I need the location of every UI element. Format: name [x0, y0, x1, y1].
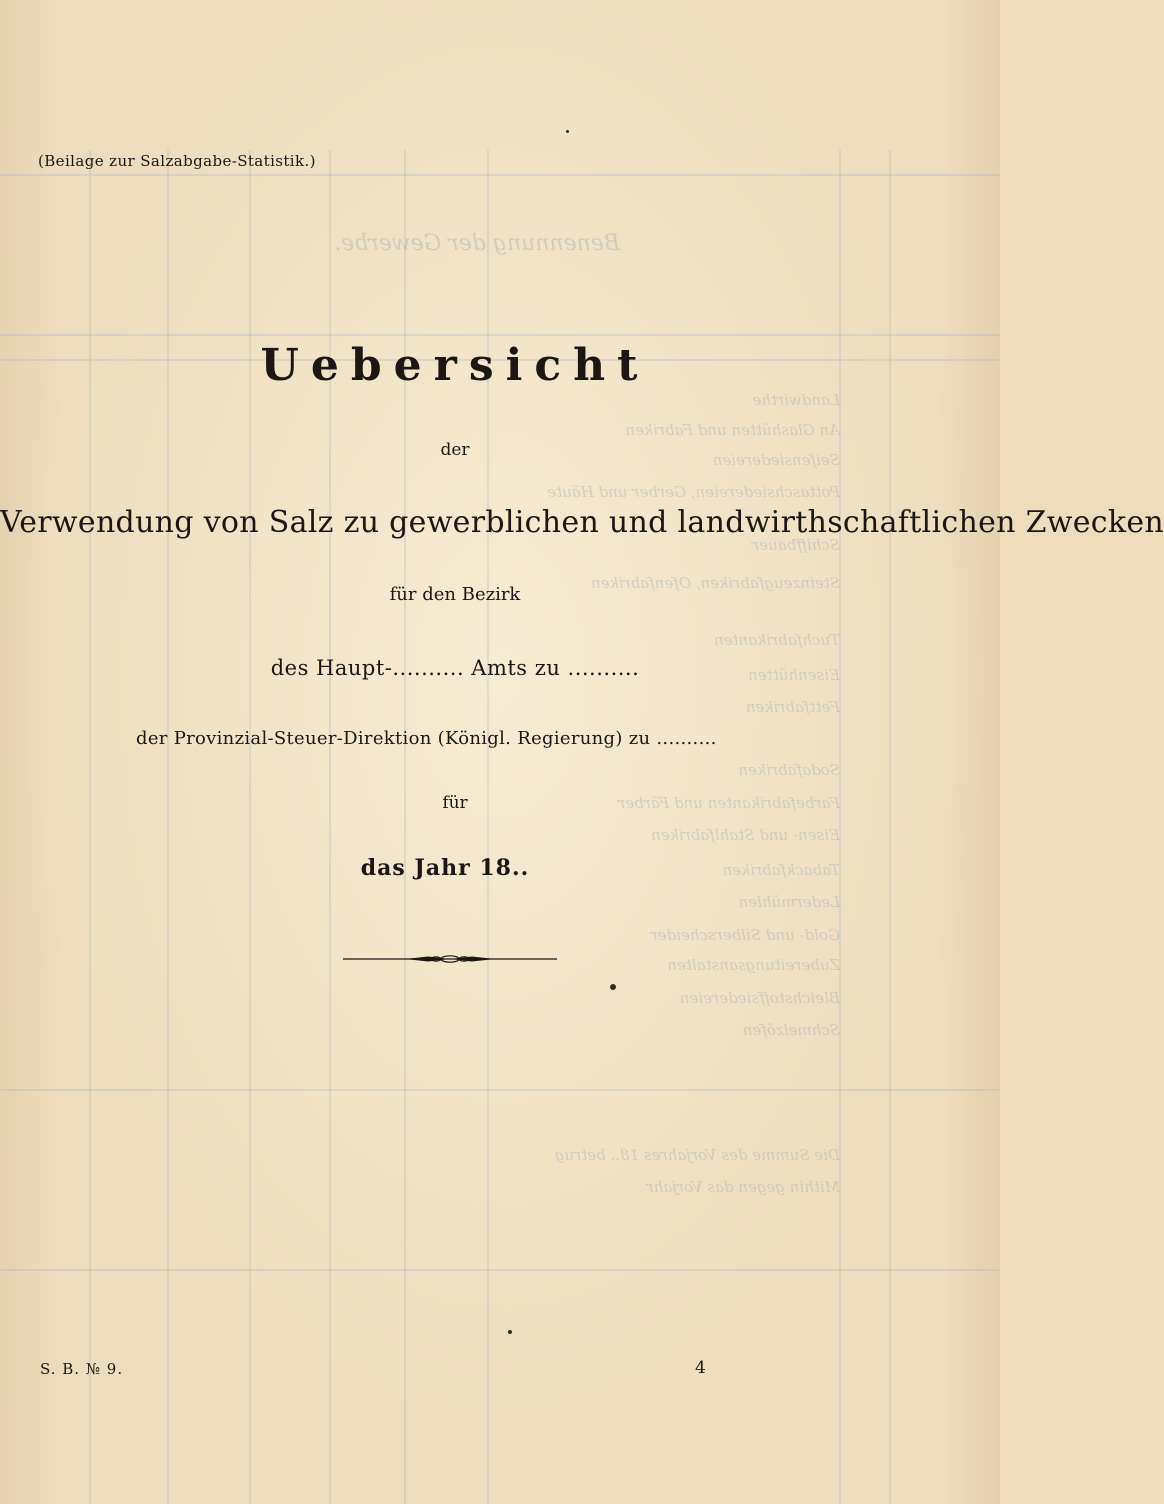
- svg-text:Fettfabriken: Fettfabriken: [745, 698, 840, 716]
- svg-text:Gold- und Silberscheider: Gold- und Silberscheider: [650, 926, 840, 944]
- svg-text:Farbefabrikanten und Färber: Farbefabrikanten und Färber: [618, 794, 840, 812]
- svg-text:Die Summe des Vorjahres 18.. b: Die Summe des Vorjahres 18.. betrug: [554, 1146, 840, 1164]
- bezirk-line: für den Bezirk: [389, 584, 521, 605]
- ink-speck: [610, 984, 616, 990]
- svg-text:Tuchfabrikanten: Tuchfabrikanten: [713, 631, 840, 649]
- fuer-line: für: [442, 793, 468, 813]
- supplement-note: (Beilage zur Salzabgabe-Statistik.): [38, 152, 316, 170]
- svg-text:Steinzeugfabriken, Ofenfabrike: Steinzeugfabriken, Ofenfabriken: [591, 574, 840, 592]
- svg-text:Schmelzöfen: Schmelzöfen: [742, 1021, 840, 1039]
- ink-speck: [566, 130, 569, 133]
- svg-text:Ledermühlen: Ledermühlen: [738, 893, 840, 911]
- svg-text:Eisenhütten: Eisenhütten: [748, 666, 840, 684]
- svg-text:Zubereitungsanstalten: Zubereitungsanstalten: [667, 956, 840, 974]
- svg-text:Sodafabriken: Sodafabriken: [738, 761, 840, 779]
- svg-text:Seifensiedereien: Seifensiedereien: [712, 451, 840, 469]
- svg-text:An Glashütten und Fabriken: An Glashütten und Fabriken: [625, 421, 840, 439]
- document-subject: Verwendung von Salz zu gewerblichen und landwirthschaftlichen Zwecken: [0, 505, 1164, 540]
- der-line: der: [440, 440, 470, 460]
- svg-text:Benennung der Gewerbe.: Benennung der Gewerbe.: [334, 231, 620, 256]
- direktion-line: der Provinzial-Steuer-Direktion (Königl. Regierung) zu ..........: [136, 728, 717, 749]
- svg-text:Mithin gegen das Vorjahr: Mithin gegen das Vorjahr: [646, 1178, 840, 1196]
- page-number: 4: [695, 1358, 706, 1378]
- hauptamt-line: des Haupt-.......... Amts zu ..........: [270, 656, 640, 680]
- form-reference: S. B. № 9.: [40, 1360, 124, 1378]
- svg-text:Pottaschsiedereien, Gerber und: Pottaschsiedereien, Gerber und Häute: [547, 483, 840, 501]
- ornamental-divider: [343, 950, 557, 968]
- svg-text:Schiffbauer: Schiffbauer: [751, 536, 840, 554]
- document-title: Uebersicht: [260, 340, 650, 391]
- svg-text:Landwirthe: Landwirthe: [752, 391, 840, 409]
- ink-speck: [508, 1330, 512, 1334]
- svg-text:Bleichstoffsiedereien: Bleichstoffsiedereien: [679, 989, 840, 1007]
- svg-text:Eisen- und Stahlfabriken: Eisen- und Stahlfabriken: [651, 826, 840, 844]
- svg-text:Tabackfabriken: Tabackfabriken: [722, 861, 840, 879]
- jahr-line: das Jahr 18..: [360, 855, 530, 881]
